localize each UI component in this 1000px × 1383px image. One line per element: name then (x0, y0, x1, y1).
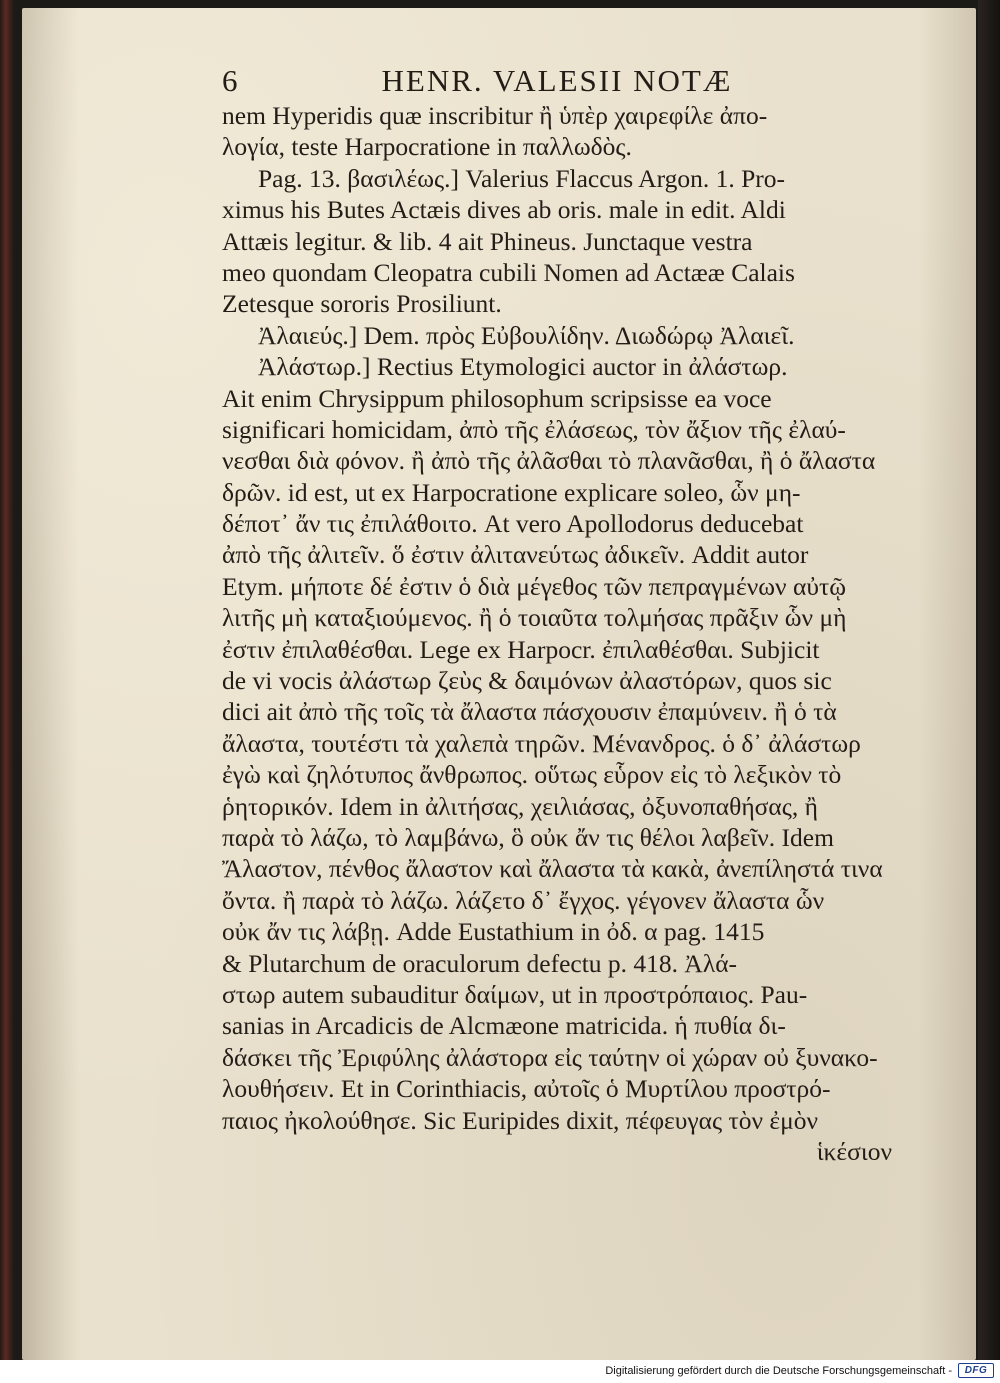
running-head: HENR. VALESII NOTÆ (381, 63, 733, 98)
text-line: Ἀλαιεύς.] Dem. πρὸς Εὐβουλίδην. Διωδώρῳ Ἀλαιεῖ. (258, 320, 795, 350)
text-line: ximus his Butes Actæis dives ab oris. male in edit. Aldi (222, 195, 786, 225)
text-line: νεσθαι διὰ φόνον. ἢ ἀπὸ τῆς ἀλᾶσθαι τὸ πλανᾶσθαι, ἢ ὁ ἄλαστα (222, 446, 876, 476)
text-line: ῥητορικόν. Idem in ἀλιτήσας, χειλιάσας, ὀξυνοπαθήσας, ἢ (222, 791, 818, 821)
text-line: dici ait ἀπὸ τῆς τοῖς τὰ ἄλαστα πάσχουσιν ἐπαμύνειν. ἢ ὁ τὰ (222, 697, 837, 727)
book-edge-left (0, 0, 14, 1360)
text-line: δάσκει τῆς Ἐριφύλης ἀλάστορα εἰς ταύτην οἱ χώραν οὐ ξυνακο- (222, 1042, 878, 1072)
text-line: λιτῆς μὴ καταξιούμενος. ἢ ὁ τοιαῦτα τολμήσας πρᾶξιν ὧν μὴ (222, 603, 847, 633)
text-line: Zetesque sororis Prosiliunt. (222, 289, 502, 319)
text-line: & Plutarchum de oraculorum defectu p. 418. Ἀλά- (222, 948, 738, 978)
text-line: significari homicidam, ἀπὸ τῆς ἐλάσεως, τὸν ἄξιον τῆς ἐλαύ- (222, 414, 846, 444)
text-line: παρὰ τὸ λάζω, τὸ λαμβάνω, ὃ οὐκ ἄν τις θέλοι λαβεῖν. Idem (222, 822, 834, 852)
text-line: δρῶν. id est, ut ex Harpocratione explicare soleo, ὧν μη- (222, 477, 801, 507)
page-number: 6 (222, 63, 239, 98)
text-line: Attæis legitur. & lib. 4 ait Phineus. Junctaque vestra (222, 226, 753, 256)
text-line: ἄλαστα, τουτέστι τὰ χαλεπὰ τηρῶν. Μένανδρος. ὁ δ᾽ ἀλάστωρ (222, 728, 861, 758)
text-line: sanias in Arcadicis de Alcmæone matricida. ἡ πυθία δι- (222, 1011, 786, 1041)
text-line: Ἀλάστωρ.] Rectius Etymologici auctor in ἀλάστωρ. (258, 352, 788, 382)
text-line: Ἄλαστον, πένθος ἄλαστον καὶ ἄλαστα τὰ κακὰ, ἀνεπίληστά τινα (222, 854, 883, 884)
text-line: οὐκ ἄν τις λάβῃ. Adde Eustathium in ὀδ. α pag. 1415 (222, 917, 765, 947)
funding-notice: Digitalisierung gefördert durch die Deutsche Forschungsgemeinschaft - (605, 1365, 952, 1377)
book-edge-right (978, 0, 1000, 1360)
text-line: nem Hyperidis quæ inscribitur ἢ ὑπὲρ χαιρεφίλε ἀπο- (222, 101, 768, 130)
text-line: ἐγὼ καὶ ζηλότυπος ἄνθρωπος. οὕτως εὗρον εἰς τὸ λεξικὸν τὸ (222, 760, 842, 790)
text-line: λουθήσειν. Et in Corinthiacis, αὐτοῖς ὁ Μυρτίλου προστρό- (222, 1074, 831, 1104)
text-line: ἀπὸ τῆς ἀλιτεῖν. ὅ ἐστιν ἀλιτανεύτως ἀδικεῖν. Addit autor (222, 540, 809, 570)
text-line: Etym. μήποτε δέ ἐστιν ὁ διὰ μέγεθος τῶν πεπραγμένων αὐτῷ (222, 571, 846, 601)
text-line: Ait enim Chrysippum philosophum scripsisse ea voce (222, 383, 772, 413)
text-line: λογία, teste Harpocratione in παλλωδὸς. (222, 132, 632, 162)
text-line: de vi vocis ἀλάστωρ ζεὺς & δαιμόνων ἀλαστόρων, quos sic (222, 666, 832, 696)
text-block (222, 62, 892, 1167)
text-line: Pag. 13. βασιλέως.] Valerius Flaccus Argon. 1. Pro- (258, 163, 786, 193)
text-line: δέποτ᾽ ἄν τις ἐπιλάθοιτο. At vero Apollodorus deducebat (222, 509, 804, 539)
footer-bar (0, 1360, 1000, 1383)
text-line: παιος ἠκολούθησε. Sic Euripides dixit, πέφευγας τὸν ἐμὸν (222, 1105, 819, 1135)
text-line: στωρ autem subauditur δαίμων, ut in προστρόπαιος. Pau- (222, 979, 808, 1009)
catchword: ἱκέσιον (816, 1136, 892, 1166)
dfg-logo-icon: DFG (958, 1363, 994, 1378)
text-line: ἐστιν ἐπιλαθέσθαι. Lege ex Harpocr. ἐπιλαθέσθαι. Subjicit (222, 634, 820, 664)
text-line: ὄντα. ἢ παρὰ τὸ λάζω. λάζετο δ᾽ ἔγχος. γέγονεν ἄλαστα ὧν (222, 885, 825, 915)
page-header (222, 62, 892, 100)
text-line: meo quondam Cleopatra cubili Nomen ad Actææ Calais (222, 257, 795, 287)
